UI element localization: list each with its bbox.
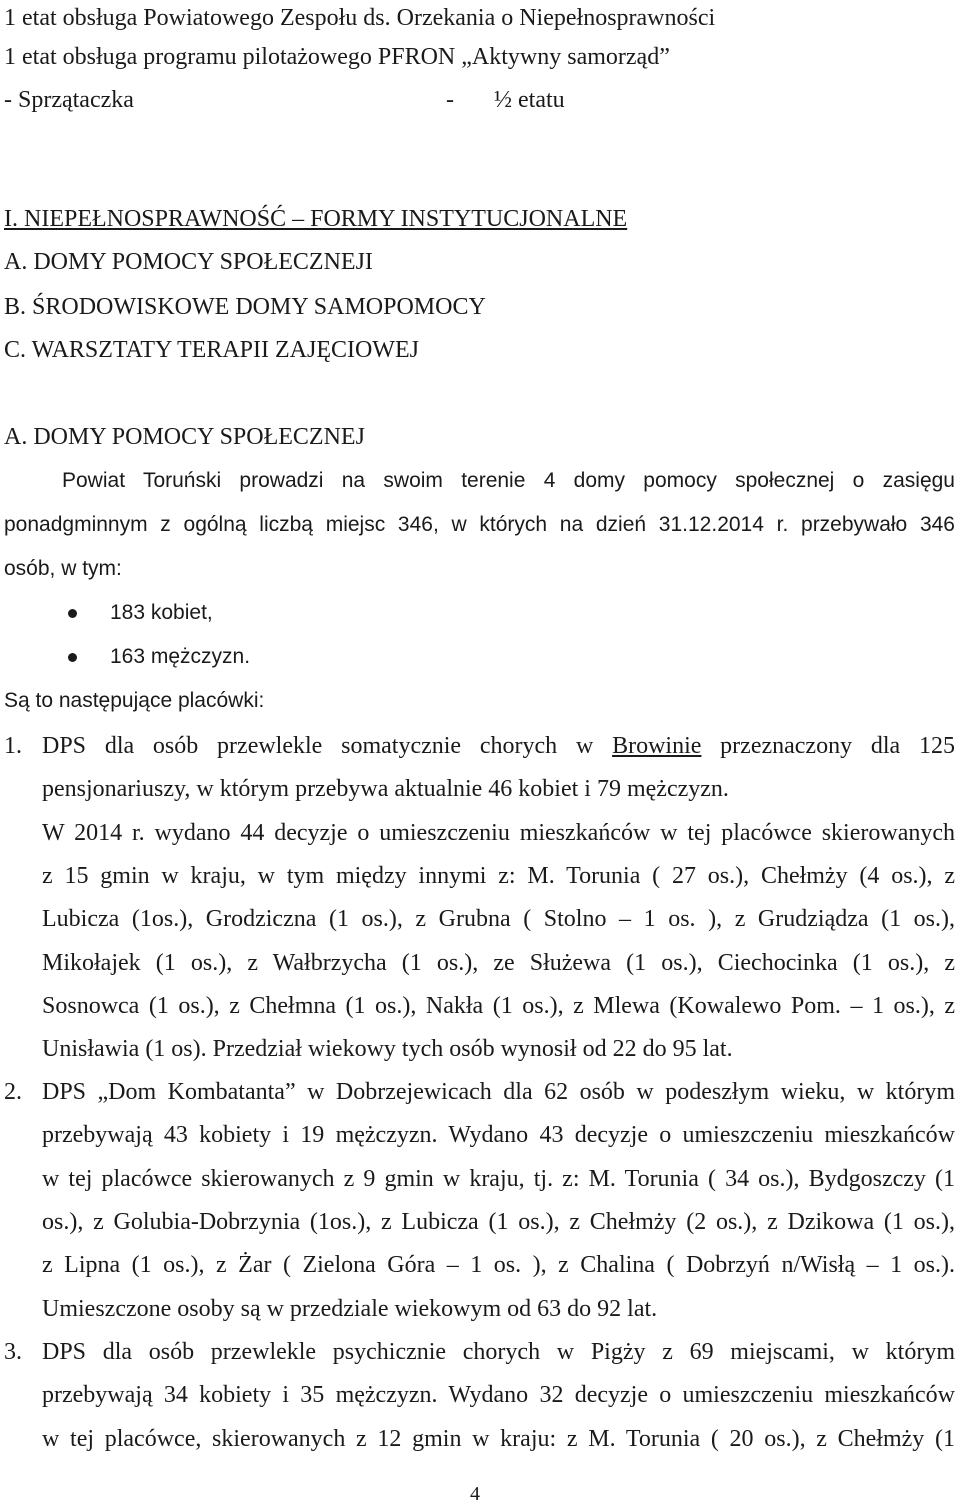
- subsection-title: A. DOMY POMOCY SPOŁECZNEJ: [4, 424, 365, 450]
- bullet-dot: [68, 609, 77, 618]
- facility-text-line: DPS dla osób przewlekle psychicznie chorych w Pigży z 69 miejscami, w którym: [42, 1339, 955, 1365]
- intro-line-2: ponadgminnym z ogólną liczbą miejsc 346, w których na dzień 31.12.2014 r. przebywało 346: [4, 513, 955, 536]
- facility-text-line: os.), z Golubia-Dobrzynia (1os.), z Lubicza (1 os.), z Chełmży (2 os.), z Dzikowa (1 os.),: [42, 1208, 955, 1235]
- page-number: 4: [470, 1483, 480, 1505]
- facility-text-line: Umieszczone osoby są w przedziale wiekowym od 63 do 92 lat.: [42, 1295, 658, 1322]
- section-heading: I. NIEPEŁNOSPRAWNOŚĆ – FORMY INSTYTUCJONALNE: [4, 206, 628, 232]
- section-item-b: B. ŚRODOWISKOWE DOMY SAMOPOMOCY: [4, 294, 486, 320]
- facility-text-line: w tej placówce, skierowanych z 12 gmin w kraju: z M. Torunia ( 20 os.), z Chełmży (1: [42, 1425, 955, 1452]
- facility-number: 3.: [4, 1339, 22, 1365]
- intro-line-1: Powiat Toruński prowadzi na swoim terenie 4 domy pomocy społecznej o zasięgu: [62, 469, 955, 492]
- facility-text-line: Lubicza (1os.), Grodziczna (1 os.), z Grubna ( Stolno – 1 os. ), z Grudziądza (1 os.),: [42, 906, 955, 933]
- bullet-dot: [68, 653, 77, 662]
- line-text-after: przeznaczony dla 125: [701, 733, 955, 759]
- facility-text-line: w tej placówce skierowanych z 9 gmin w kraju, tj. z: M. Torunia ( 34 os.), Bydgoszczy (1: [42, 1165, 955, 1192]
- section-item-c: C. WARSZTATY TERAPII ZAJĘCIOWEJ: [4, 337, 419, 363]
- facility-number: 2.: [4, 1079, 22, 1105]
- facility-text-line: przebywają 43 kobiety i 19 mężczyzn. Wydano 43 decyzje o umieszczeniu mieszkańców: [42, 1122, 955, 1149]
- staff-line-1: 1 etat obsługa Powiatowego Zespołu ds. Orzekania o Niepełnosprawności: [4, 5, 716, 31]
- facility-text-line: DPS „Dom Kombatanta” w Dobrzejewicach dla 62 osób w podeszłym wieku, w którym: [42, 1079, 955, 1105]
- staff-line-3-value: ½ etatu: [494, 87, 565, 113]
- facility-text-line: z Lipna (1 os.), z Żar ( Zielona Góra – 1 os. ), z Chalina ( Dobrzyń n/Wisłą – 1 os.).: [42, 1252, 955, 1279]
- bullet-item-men: 163 mężczyzn.: [110, 645, 251, 668]
- facility-text-line: z 15 gmin w kraju, w tym między innymi z: M. Torunia ( 27 os.), Chełmży (4 os.), z: [42, 862, 955, 889]
- facility-text-line: Sosnowca (1 os.), z Chełmna (1 os.), Nakła (1 os.), z Mlewa (Kowalewo Pom. – 1 os.), z: [42, 992, 955, 1019]
- bullet-item-women: 183 kobiet,: [110, 601, 213, 624]
- staff-line-3-label: - Sprzątaczka: [4, 87, 134, 113]
- facility-text-line: [42, 734, 955, 758]
- section-item-a: A. DOMY POMOCY SPOŁECZNEJI: [4, 249, 373, 275]
- facility-text-line: przebywają 34 kobiety i 35 mężczyzn. Wydano 32 decyzje o umieszczeniu mieszkańców: [42, 1382, 955, 1409]
- facility-text-line: Unisławia (1 os). Przedział wiekowy tych osób wynosił od 22 do 95 lat.: [42, 1036, 733, 1063]
- facility-text-line: W 2014 r. wydano 44 decyzje o umieszczeniu mieszkańców w tej placówce skierowanych: [42, 819, 955, 846]
- intro-line-3: osób, w tym:: [4, 557, 122, 580]
- underlined-place-name: Browinie: [612, 733, 702, 759]
- facility-text-line: Mikołajek (1 os.), z Wałbrzycha (1 os.), ze Służewa (1 os.), Ciechocinka (1 os.), z: [42, 949, 955, 976]
- staff-line-2: 1 etat obsługa programu pilotażowego PFRON „Aktywny samorząd”: [4, 44, 670, 70]
- line-text-before: DPS dla osób przewlekle somatycznie chorych w: [42, 733, 613, 759]
- facility-number: 1.: [4, 733, 22, 759]
- staff-line-3-dash: -: [446, 87, 454, 113]
- facility-text-line: pensjonariuszy, w którym przebywa aktualnie 46 kobiet i 79 mężczyzn.: [42, 776, 729, 803]
- places-label: Są to następujące placówki:: [4, 689, 265, 712]
